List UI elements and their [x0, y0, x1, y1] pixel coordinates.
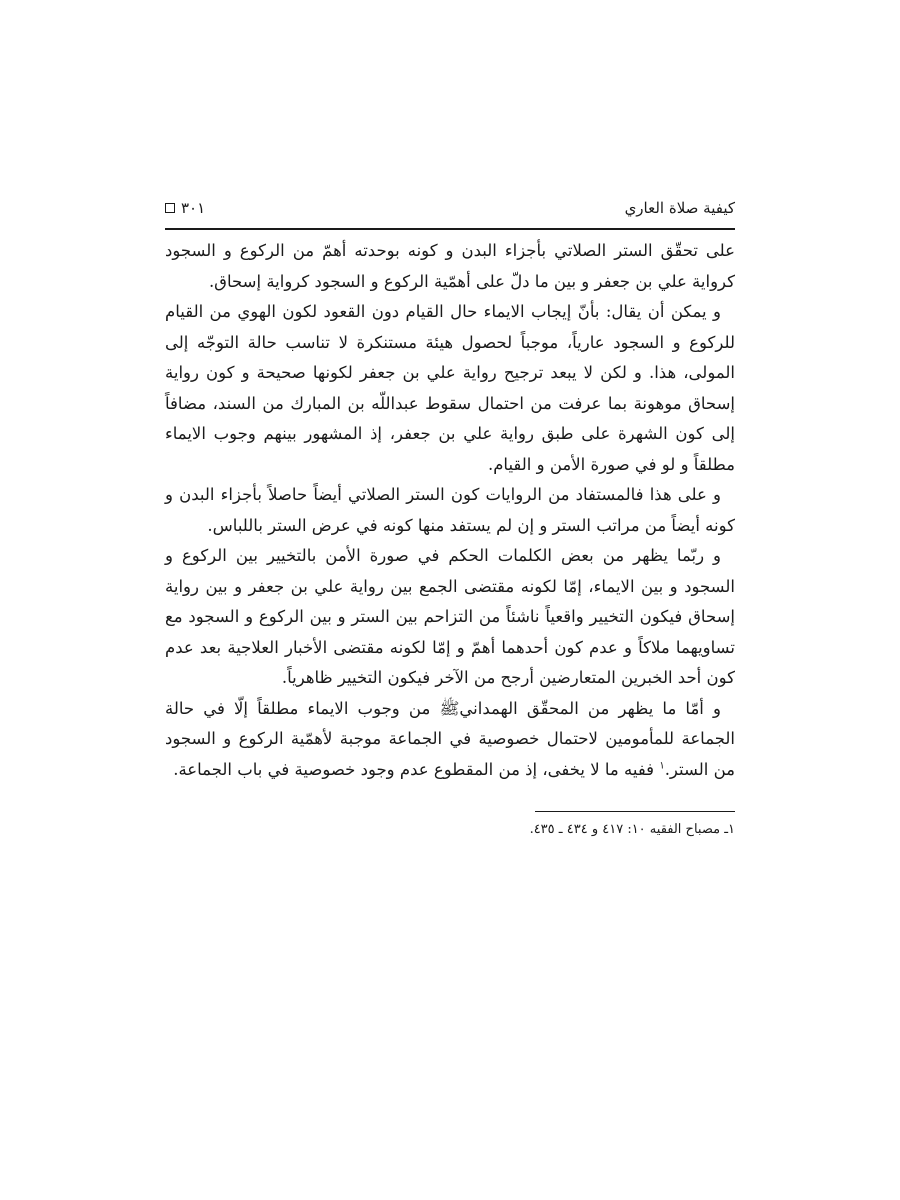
paragraph-4: و ربّما يظهر من بعض الكلمات الحكم في صورة الأمن بالتخيير بين الركوع و السجود و بين الايماء، إمّا لكونه مقتضى الجمع بين رواية علي بن جعفر و بين رواية إسحاق فيكون التخيير واقعياً ناشئاً من التزاحم بين الستر و بين الركوع و السجود مع تساويهما ملاكاً و عدم كون أحدهما أهمّ و إمّا لكونه مقتضى الأخبار العلاجية بعد عدم كون أحد الخبرين المتعارضين أرجح من الآخر فيكون التخيير ظاهرياً. [165, 546, 735, 687]
footnote: ١ـ مصباح الفقيه ١٠: ٤١٧ و ٤٣٤ ـ ٤٣٥. [529, 822, 735, 837]
book-page [165, 188, 735, 840]
paragraph-5-part-1: و أمّا ما يظهر من المحقّق الهمداني [459, 698, 721, 718]
chapter-title: كيفية صلاة العاري [624, 199, 735, 217]
paragraph-5 [165, 694, 735, 786]
honorific-symbol: ﷺ [439, 698, 460, 718]
paragraph-2: و يمكن أن يقال: بأنّ إيجاب الايماء حال القيام دون القعود لكون الهوي من القيام للركوع و السجود عارياً، موجباً لحصول هيئة مستنكرة لا تناسب حالة التوجّه إلى المولى، هذا. و لكن لا يبعد ترجيح رواية علي بن جعفر لكونها صحيحة و كون رواية إسحاق موهونة بما عرفت من احتمال سقوط عبداللّه بن المبارك من السند، مضافاً إلى كون الشهرة على طبق رواية علي بن جعفر، إذ المشهور بينهم وجوب الايماء مطلقاً و لو في صورة الأمن و القيام. [165, 302, 735, 474]
footnote-divider [535, 811, 735, 812]
page-number: ٣٠١ [181, 199, 206, 217]
paragraph-5-part-3: ففيه ما لا يخفى، إذ من المقطوع عدم وجود خصوصية في باب الجماعة. [173, 759, 660, 779]
paragraph-1: على تحقّق الستر الصلاتي بأجزاء البدن و كونه بوحدته أهمّ من الركوع و السجود كرواية علي بن جعفر و بين ما دلّ على أهمّية الركوع و السجود كرواية إسحاق. [165, 241, 735, 291]
page-number-group [165, 199, 205, 217]
square-bullet-icon [165, 203, 175, 213]
footnote-reference[interactable]: ١ [659, 760, 665, 771]
paragraph-3: و على هذا فالمستفاد من الروايات كون الستر الصلاتي أيضاً حاصلاً بأجزاء البدن و كونه أيضاً من مراتب الستر و إن لم يستفد منها كونه في عرض الستر باللباس. [165, 485, 735, 535]
main-text [165, 236, 735, 785]
paragraph-5-part-2: من وجوب الايماء مطلقاً إلّا في حالة الجماعة للمأمومين لاحتمال خصوصية في الجماعة موجبة لأهمّية الركوع و السجود من الستر. [165, 698, 735, 779]
running-header [165, 188, 735, 230]
